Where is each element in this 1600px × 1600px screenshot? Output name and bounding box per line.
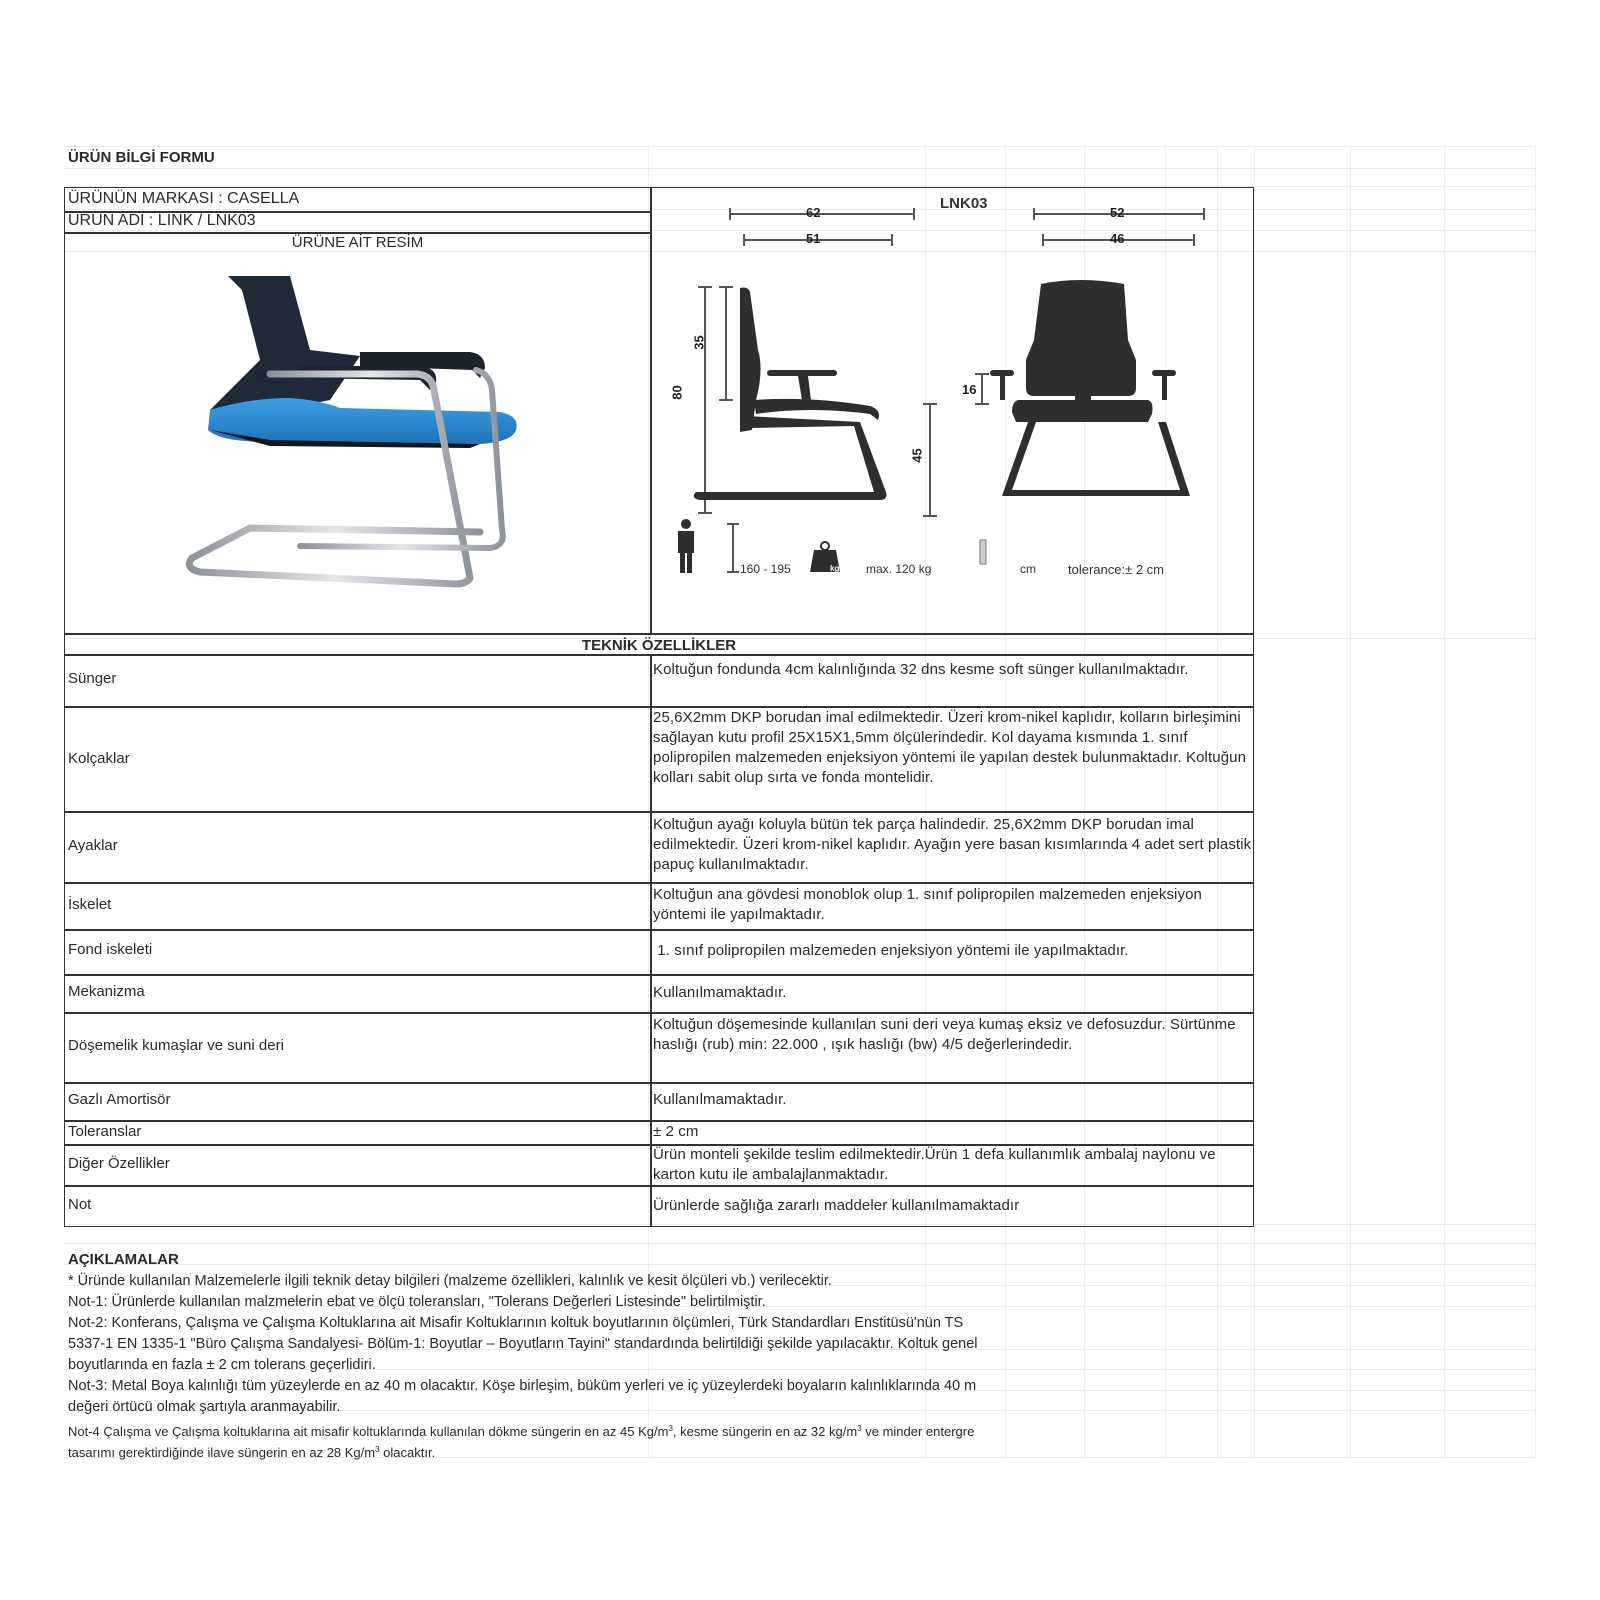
superscript: 3 [668,1424,673,1433]
spec-value: 25,6X2mm DKP borudan imal edilmektedir. Üzeri krom-nikel kaplıdır, kolların birleşimini sağlayan kutu profil 25X15X1,5mm ölçülerindedir. Kol dayama kısmında 1. sınıf polipropilen malzemeden enjeksiyon yöntemi ile yapılan destek bulunmaktadır. Koltuğun kolları sabit olup sırta ve fonda montelidir. [653,709,1247,786]
spec-value: Kullanılmamaktadır. [653,984,787,1001]
note-4-line-2 [68,1439,435,1463]
ruler-icon [980,540,986,564]
notes-header: AÇIKLAMALAR [68,1251,179,1268]
side-view-chair [691,288,887,501]
note-line: 5337-1 EN 1335-1 "Büro Çalışma Sandalyesi- Bölüm-1: Boyutlar – Boyutların Tayini" standardında belirtildiği şekilde yapılacaktır. Koltuk genel [68,1336,978,1352]
dim-seat-height: 45 [909,448,925,463]
spec-value: 1. sınıf polipropilen malzemeden enjeksiyon yöntemi ile yapılmaktadır. [653,942,1129,959]
unit-label: cm [1020,562,1036,576]
note-line: * Üründe kullanılan Malzemelerle ilgili teknik detay bilgileri (malzeme özellikleri, kalınlık ve kesit ölçüleri vb.) verilecektir. [68,1273,832,1289]
note-4-text: ve minder entergre [861,1424,975,1439]
superscript: 3 [857,1424,862,1433]
note-4-text: , kesme süngerin en az 32 kg/m [672,1424,858,1439]
spec-label: Sünger [68,670,117,687]
spec-label: Diğer Özellikler [68,1155,170,1172]
note-line: Not-3: Metal Boya kalınlığı tüm yüzeylerde en az 40 m olacaktır. Köşe birleşim, büküm yerleri ve iç yüzeylerdeki boyaların kalınlıklarında 40 m [68,1378,977,1394]
spec-value: Koltuğun ana gövdesi monoblok olup 1. sınıf polipropilen malzemeden enjeksiyon yöntemi ile yapılmaktadır. [653,886,1202,923]
dim-side-inner: 51 [806,231,821,246]
note-line: Not-2: Konferans, Çalışma ve Çalışma Koltuklarına ait Misafir Koltuklarının koltuk boyutlarının ölçümleri, Türk Standardları Enstitüsü'nün TS [68,1315,964,1331]
dim-side-outer: 62 [806,205,821,220]
spec-value: Koltuğun ayağı koluyla bütün tek parça halindedir. 25,6X2mm DKP borudan imal edilmektedir. Üzeri krom-nikel kaplıdır. Ayağın yere basan kısımlarında 4 adet sert plastik papuç kullanılmaktadır. [653,816,1252,873]
kg-badge: kg [830,564,840,573]
note-4-text: tasarımı gerektirdiğinde ilave süngerin en az 28 Kg/m [68,1445,376,1460]
dimension-diagram [660,200,1250,590]
specs-header: TEKNİK ÖZELLİKLER [581,637,737,654]
spec-label: Mekanizma [68,983,145,1000]
user-height-range: 160 - 195 [740,562,791,576]
spec-value: Koltuğun döşemesinde kullanılan suni deri veya kumaş eksiz ve defosuzdur. Sürtünme haslığı (rub) min: 22.000 , ışık haslığı (bw) 4/5 değerlerindedir. [653,1016,1236,1053]
person-height-icon [678,519,694,573]
note-4-text: Not-4 Çalışma ve Çalışma koltuklarına ait misafir koltuklarında kullanılan dökme süngerin en az 45 Kg/m [68,1424,669,1439]
spec-label: İskelet [68,896,112,913]
spec-value: ± 2 cm [653,1123,699,1140]
spec-label: Gazlı Amortisör [68,1091,171,1108]
image-header: ÜRÜNE AİT RESİM [291,234,424,251]
dim-front-inner: 46 [1110,231,1125,246]
spec-label: Kolçaklar [68,750,130,767]
dim-front-outer: 52 [1110,205,1125,220]
dim-total-height: 80 [669,385,685,400]
superscript: 3 [375,1445,380,1454]
note-line: Not-1: Ürünlerde kullanılan malzmelerin ebat ve ölçü toleransları, "Tolerans Değerleri Listesinde" belirtilmiştir. [68,1294,766,1310]
chair-photo [180,270,530,600]
note-4-text: olacaktır. [379,1445,436,1460]
spec-label: Fond iskeleti [68,941,153,958]
note-line: boyutlarında en fazla ± 2 cm tolerans geçerlidiri. [68,1357,376,1373]
spec-label: Not [68,1196,92,1213]
product-name-field: ÜRÜN ADI : LİNK / LNK03 [68,212,256,229]
spec-value: Kullanılmamaktadır. [653,1091,787,1108]
note-line: değeri örtücü olmak şartıyla aranmayabilir. [68,1399,341,1415]
spec-value: Ürünlerde sağlığa zararlı maddeler kullanılmamaktadır [653,1197,1020,1214]
front-view-chair [990,280,1190,496]
spec-value: Koltuğun fondunda 4cm kalınlığında 32 dns kesme soft sünger kullanılmaktadır. [653,661,1189,678]
brand-field: ÜRÜNÜN MARKASI : CASELLA [68,190,300,207]
form-title: ÜRÜN BİLGİ FORMU [68,149,215,166]
tolerance-label: tolerance:± 2 cm [1068,562,1165,577]
spec-label: Döşemelik kumaşlar ve suni deri [68,1037,284,1054]
model-code: LNK03 [940,195,988,212]
dim-arm-height: 16 [962,382,977,397]
spec-label: Toleranslar [68,1123,142,1140]
dim-back-height: 35 [691,335,707,350]
spec-value: Ürün monteli şekilde teslim edilmektedir.Ürün 1 defa kullanımlık ambalaj naylonu ve karton kutu ile ambalajlanmaktadır. [653,1146,1216,1183]
max-weight: max. 120 kg [866,562,932,576]
spec-label: Ayaklar [68,837,118,854]
